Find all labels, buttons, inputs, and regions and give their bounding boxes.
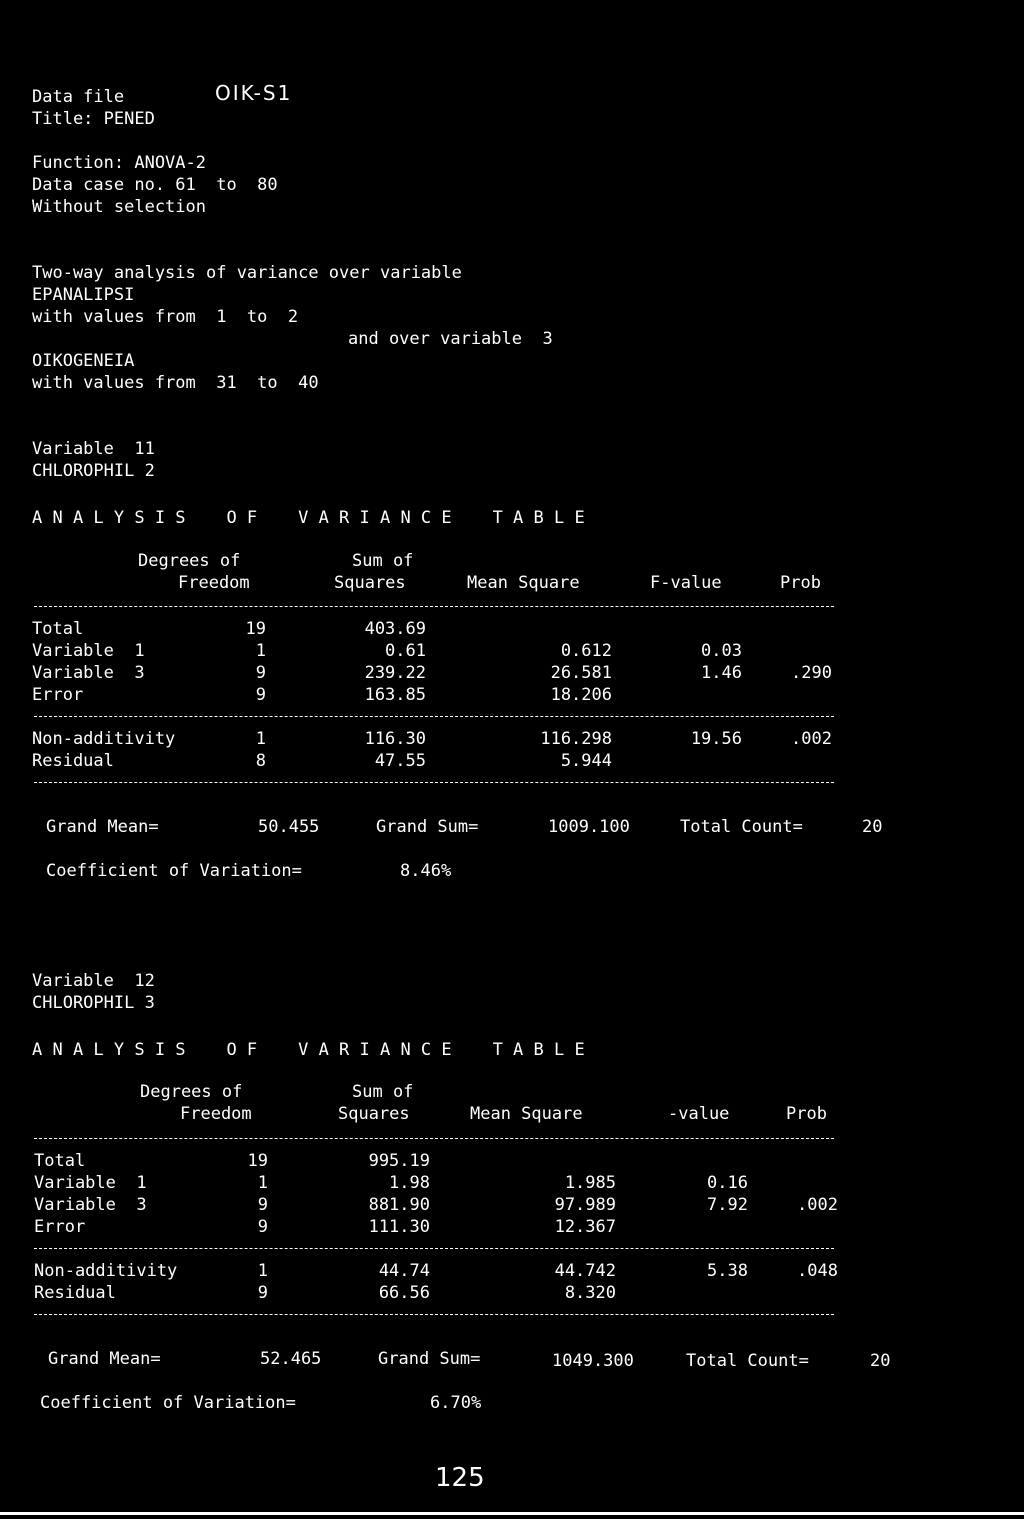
row-df: 9 xyxy=(255,663,266,683)
row-df: 9 xyxy=(257,1217,268,1237)
case-line: Data case no. 61 to 80 xyxy=(32,175,278,195)
variable-name: CHLOROPHIL 3 xyxy=(32,993,155,1013)
row-sum-of-squares: 1.98 xyxy=(389,1173,430,1193)
column-header-prob: Prob xyxy=(780,573,821,593)
table-row xyxy=(0,1194,1024,1216)
row-source: Variable 3 xyxy=(34,1195,147,1215)
grand-mean-label: Grand Mean= xyxy=(46,817,159,837)
row-mean-square: 8.320 xyxy=(564,1283,616,1303)
cov-value: 8.46% xyxy=(400,861,452,881)
table-row xyxy=(0,640,1024,662)
table-row xyxy=(0,1282,1024,1304)
page-number: 125 xyxy=(435,1463,485,1493)
title-line: Title: PENED xyxy=(32,109,155,129)
column-header-prob: Prob xyxy=(786,1104,827,1124)
row-source: Residual xyxy=(34,1283,116,1303)
column-header-df: Freedom xyxy=(178,573,250,593)
column-header-ss: Squares xyxy=(334,573,406,593)
total-count-label: Total Count= xyxy=(686,1351,809,1371)
row-source: Error xyxy=(32,685,84,705)
row-df: 8 xyxy=(255,751,266,771)
description-line: with values from 31 to 40 xyxy=(32,373,319,393)
table-row xyxy=(0,662,1024,684)
table-row xyxy=(0,618,1024,640)
row-source: Total xyxy=(32,619,84,639)
table-divider xyxy=(34,782,834,783)
cov-label: Coefficient of Variation= xyxy=(40,1393,296,1413)
row-sum-of-squares: 116.30 xyxy=(364,729,426,749)
row-mean-square: 97.989 xyxy=(554,1195,616,1215)
table-heading: A N A L Y S I S O F V A R I A N C E T A B L E xyxy=(32,508,585,528)
column-header-ss: Squares xyxy=(338,1104,410,1124)
row-df: 19 xyxy=(245,619,266,639)
row-prob: .048 xyxy=(797,1261,838,1281)
description-line: and over variable 3 xyxy=(348,329,553,349)
row-source: Variable 1 xyxy=(32,641,145,661)
column-header-ss: Sum of xyxy=(352,551,414,571)
row-source: Total xyxy=(34,1151,86,1171)
column-header-df: Freedom xyxy=(180,1104,252,1124)
column-header-f: -value xyxy=(668,1104,730,1124)
table-row xyxy=(0,750,1024,772)
grand-sum-label: Grand Sum= xyxy=(376,817,479,837)
grand-sum-label: Grand Sum= xyxy=(378,1349,481,1369)
variable-number: Variable 12 xyxy=(32,971,155,991)
row-sum-of-squares: 881.90 xyxy=(368,1195,430,1215)
row-mean-square: 0.612 xyxy=(560,641,612,661)
column-header-df: Degrees of xyxy=(140,1082,243,1102)
row-sum-of-squares: 0.61 xyxy=(385,641,426,661)
row-df: 19 xyxy=(247,1151,268,1171)
row-f-value: 7.92 xyxy=(707,1195,748,1215)
table-heading: A N A L Y S I S O F V A R I A N C E T A B L E xyxy=(32,1040,585,1060)
row-sum-of-squares: 44.74 xyxy=(378,1261,430,1281)
row-prob: .290 xyxy=(791,663,832,683)
description-line: Two-way analysis of variance over variable xyxy=(32,263,462,283)
table-row xyxy=(0,728,1024,750)
total-count-label: Total Count= xyxy=(680,817,803,837)
column-header-ss: Sum of xyxy=(352,1082,414,1102)
row-f-value: 19.56 xyxy=(690,729,742,749)
column-header-df: Degrees of xyxy=(138,551,241,571)
total-count-value: 20 xyxy=(870,1351,891,1371)
row-prob: .002 xyxy=(797,1195,838,1215)
row-sum-of-squares: 47.55 xyxy=(374,751,426,771)
row-df: 9 xyxy=(255,685,266,705)
row-mean-square: 18.206 xyxy=(550,685,612,705)
function-line: Function: ANOVA-2 xyxy=(32,153,206,173)
row-mean-square: 12.367 xyxy=(554,1217,616,1237)
row-sum-of-squares: 163.85 xyxy=(364,685,426,705)
table-row xyxy=(0,1260,1024,1282)
variable-number: Variable 11 xyxy=(32,439,155,459)
row-source: Non-additivity xyxy=(32,729,176,749)
row-sum-of-squares: 995.19 xyxy=(368,1151,430,1171)
table-row xyxy=(0,1172,1024,1194)
row-prob: .002 xyxy=(791,729,832,749)
row-source: Non-additivity xyxy=(34,1261,178,1281)
table-divider xyxy=(34,1314,834,1315)
row-source: Variable 3 xyxy=(32,663,145,683)
column-header-ms: Mean Square xyxy=(467,573,580,593)
cov-value: 6.70% xyxy=(430,1393,482,1413)
table-divider xyxy=(34,1138,834,1139)
row-f-value: 0.16 xyxy=(707,1173,748,1193)
column-header-ms: Mean Square xyxy=(470,1104,583,1124)
description-line: EPANALIPSI xyxy=(32,285,135,305)
data-file-label: Data file xyxy=(32,87,125,107)
row-sum-of-squares: 111.30 xyxy=(368,1217,430,1237)
row-source: Error xyxy=(34,1217,86,1237)
selection-line: Without selection xyxy=(32,197,206,217)
row-df: 1 xyxy=(257,1261,268,1281)
grand-sum-value: 1049.300 xyxy=(552,1351,634,1371)
table-divider xyxy=(34,606,834,607)
row-source: Residual xyxy=(32,751,114,771)
table-divider xyxy=(34,716,834,717)
grand-mean-value: 52.465 xyxy=(260,1349,322,1369)
row-df: 9 xyxy=(257,1283,268,1303)
table-row xyxy=(0,684,1024,706)
row-source: Variable 1 xyxy=(34,1173,147,1193)
data-file-value: OIK-S1 xyxy=(215,81,293,105)
grand-mean-value: 50.455 xyxy=(258,817,320,837)
row-sum-of-squares: 66.56 xyxy=(378,1283,430,1303)
cov-label: Coefficient of Variation= xyxy=(46,861,302,881)
row-df: 1 xyxy=(257,1173,268,1193)
row-sum-of-squares: 239.22 xyxy=(364,663,426,683)
description-line: OIKOGENEIA xyxy=(32,351,135,371)
row-f-value: 0.03 xyxy=(701,641,742,661)
page-edge xyxy=(0,1512,1024,1515)
row-df: 1 xyxy=(255,729,266,749)
column-header-f: F-value xyxy=(650,573,722,593)
table-row xyxy=(0,1150,1024,1172)
grand-mean-label: Grand Mean= xyxy=(48,1349,161,1369)
description-line: with values from 1 to 2 xyxy=(32,307,299,327)
total-count-value: 20 xyxy=(862,817,883,837)
row-mean-square: 44.742 xyxy=(554,1261,616,1281)
table-row xyxy=(0,1216,1024,1238)
variable-name: CHLOROPHIL 2 xyxy=(32,461,155,481)
table-divider xyxy=(34,1248,834,1249)
row-mean-square: 1.985 xyxy=(564,1173,616,1193)
row-f-value: 1.46 xyxy=(701,663,742,683)
row-df: 9 xyxy=(257,1195,268,1215)
row-sum-of-squares: 403.69 xyxy=(364,619,426,639)
row-mean-square: 26.581 xyxy=(550,663,612,683)
row-df: 1 xyxy=(255,641,266,661)
row-mean-square: 5.944 xyxy=(560,751,612,771)
grand-sum-value: 1009.100 xyxy=(548,817,630,837)
row-mean-square: 116.298 xyxy=(540,729,612,749)
row-f-value: 5.38 xyxy=(707,1261,748,1281)
